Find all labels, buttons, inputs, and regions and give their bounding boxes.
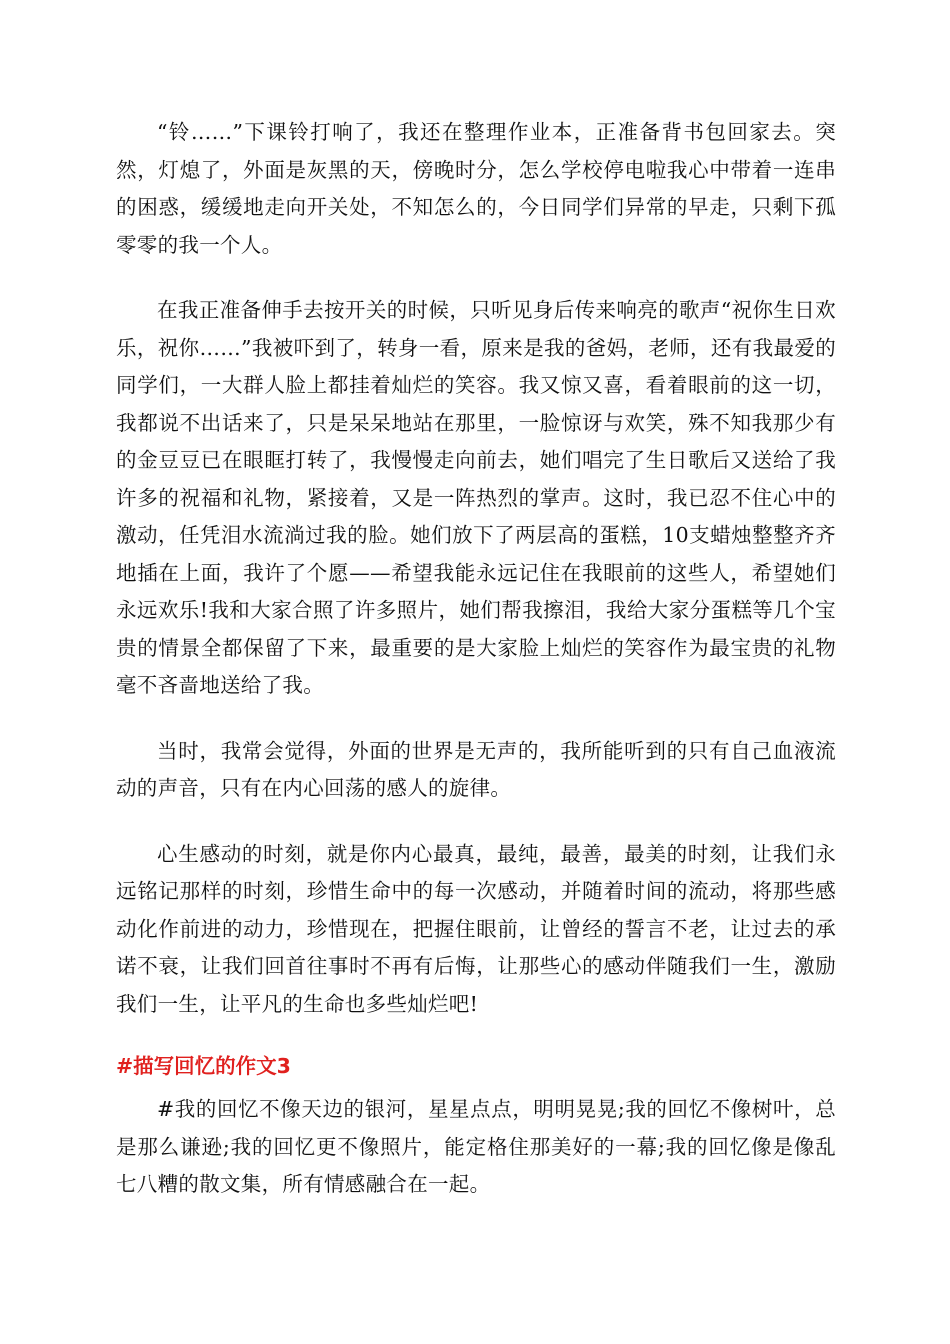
paragraph: 当时，我常会觉得，外面的世界是无声的，我所能听到的只有自己血液流动的声音，只有在内心回荡的感人的旋律。 <box>116 738 836 800</box>
paragraph: 在我正准备伸手去按开关的时候，只听见身后传来响亮的歌声“祝你生日欢乐，祝你……”我被吓到了，转身一看，原来是我的爸妈，老师，还有我最爱的同学们，一大群人脸上都挂着灿烂的笑容。我又惊又喜，看着眼前的这一切，我都说不出话来了，只是呆呆地站在那里，一脸惊讶与欢笑，殊不知我那少有的金豆豆已在眼眶打转了，我慢慢走向前去，她们唱完了生日歌后又送给了我许多的祝福和礼物，紧接着，又是一阵热烈的掌声。这时，我已忍不住心中的激动，任凭泪水流淌过我的脸。她们放下了两层高的蛋糕，10支蜡烛整整齐齐地插在上面，我许了个愿——希望我能永远记住在我眼前的这些人，希望她们永远欢乐!我和大家合照了许多照片，她们帮我擦泪，我给大家分蛋糕等几个宝贵的情景全都保留了下来，最重要的是大家脸上灿烂的笑容作为最宝贵的礼物毫不吝啬地送给了我。 <box>116 298 836 697</box>
section-heading: #描写回忆的作文3 <box>116 1054 291 1078</box>
paragraph: #我的回忆不像天边的银河，星星点点，明明晃晃;我的回忆不像树叶，总是那么谦逊;我的回忆更不像照片，能定格住那美好的一幕;我的回忆像是像乱七八糟的散文集，所有情感融合在一起。 <box>116 1097 836 1196</box>
document-body <box>116 114 836 1232</box>
paragraph: 心生感动的时刻，就是你内心最真，最纯，最善，最美的时刻，让我们永远铭记那样的时刻，珍惜生命中的每一次感动，并随着时间的流动，将那些感动化作前进的动力，珍惜现在，把握住眼前，让曾经的誓言不老，让过去的承诺不衰，让我们回首往事时不再有后悔，让那些心的感动伴随我们一生，激励我们一生，让平凡的生命也多些灿烂吧! <box>116 841 836 1016</box>
paragraph: “铃……”下课铃打响了，我还在整理作业本，正准备背书包回家去。突然，灯熄了，外面是灰黑的天，傍晚时分，怎么学校停电啦我心中带着一连串的困惑，缓缓地走向开关处，不知怎么的，今日同学们异常的早走，只剩下孤零零的我一个人。 <box>116 120 836 257</box>
